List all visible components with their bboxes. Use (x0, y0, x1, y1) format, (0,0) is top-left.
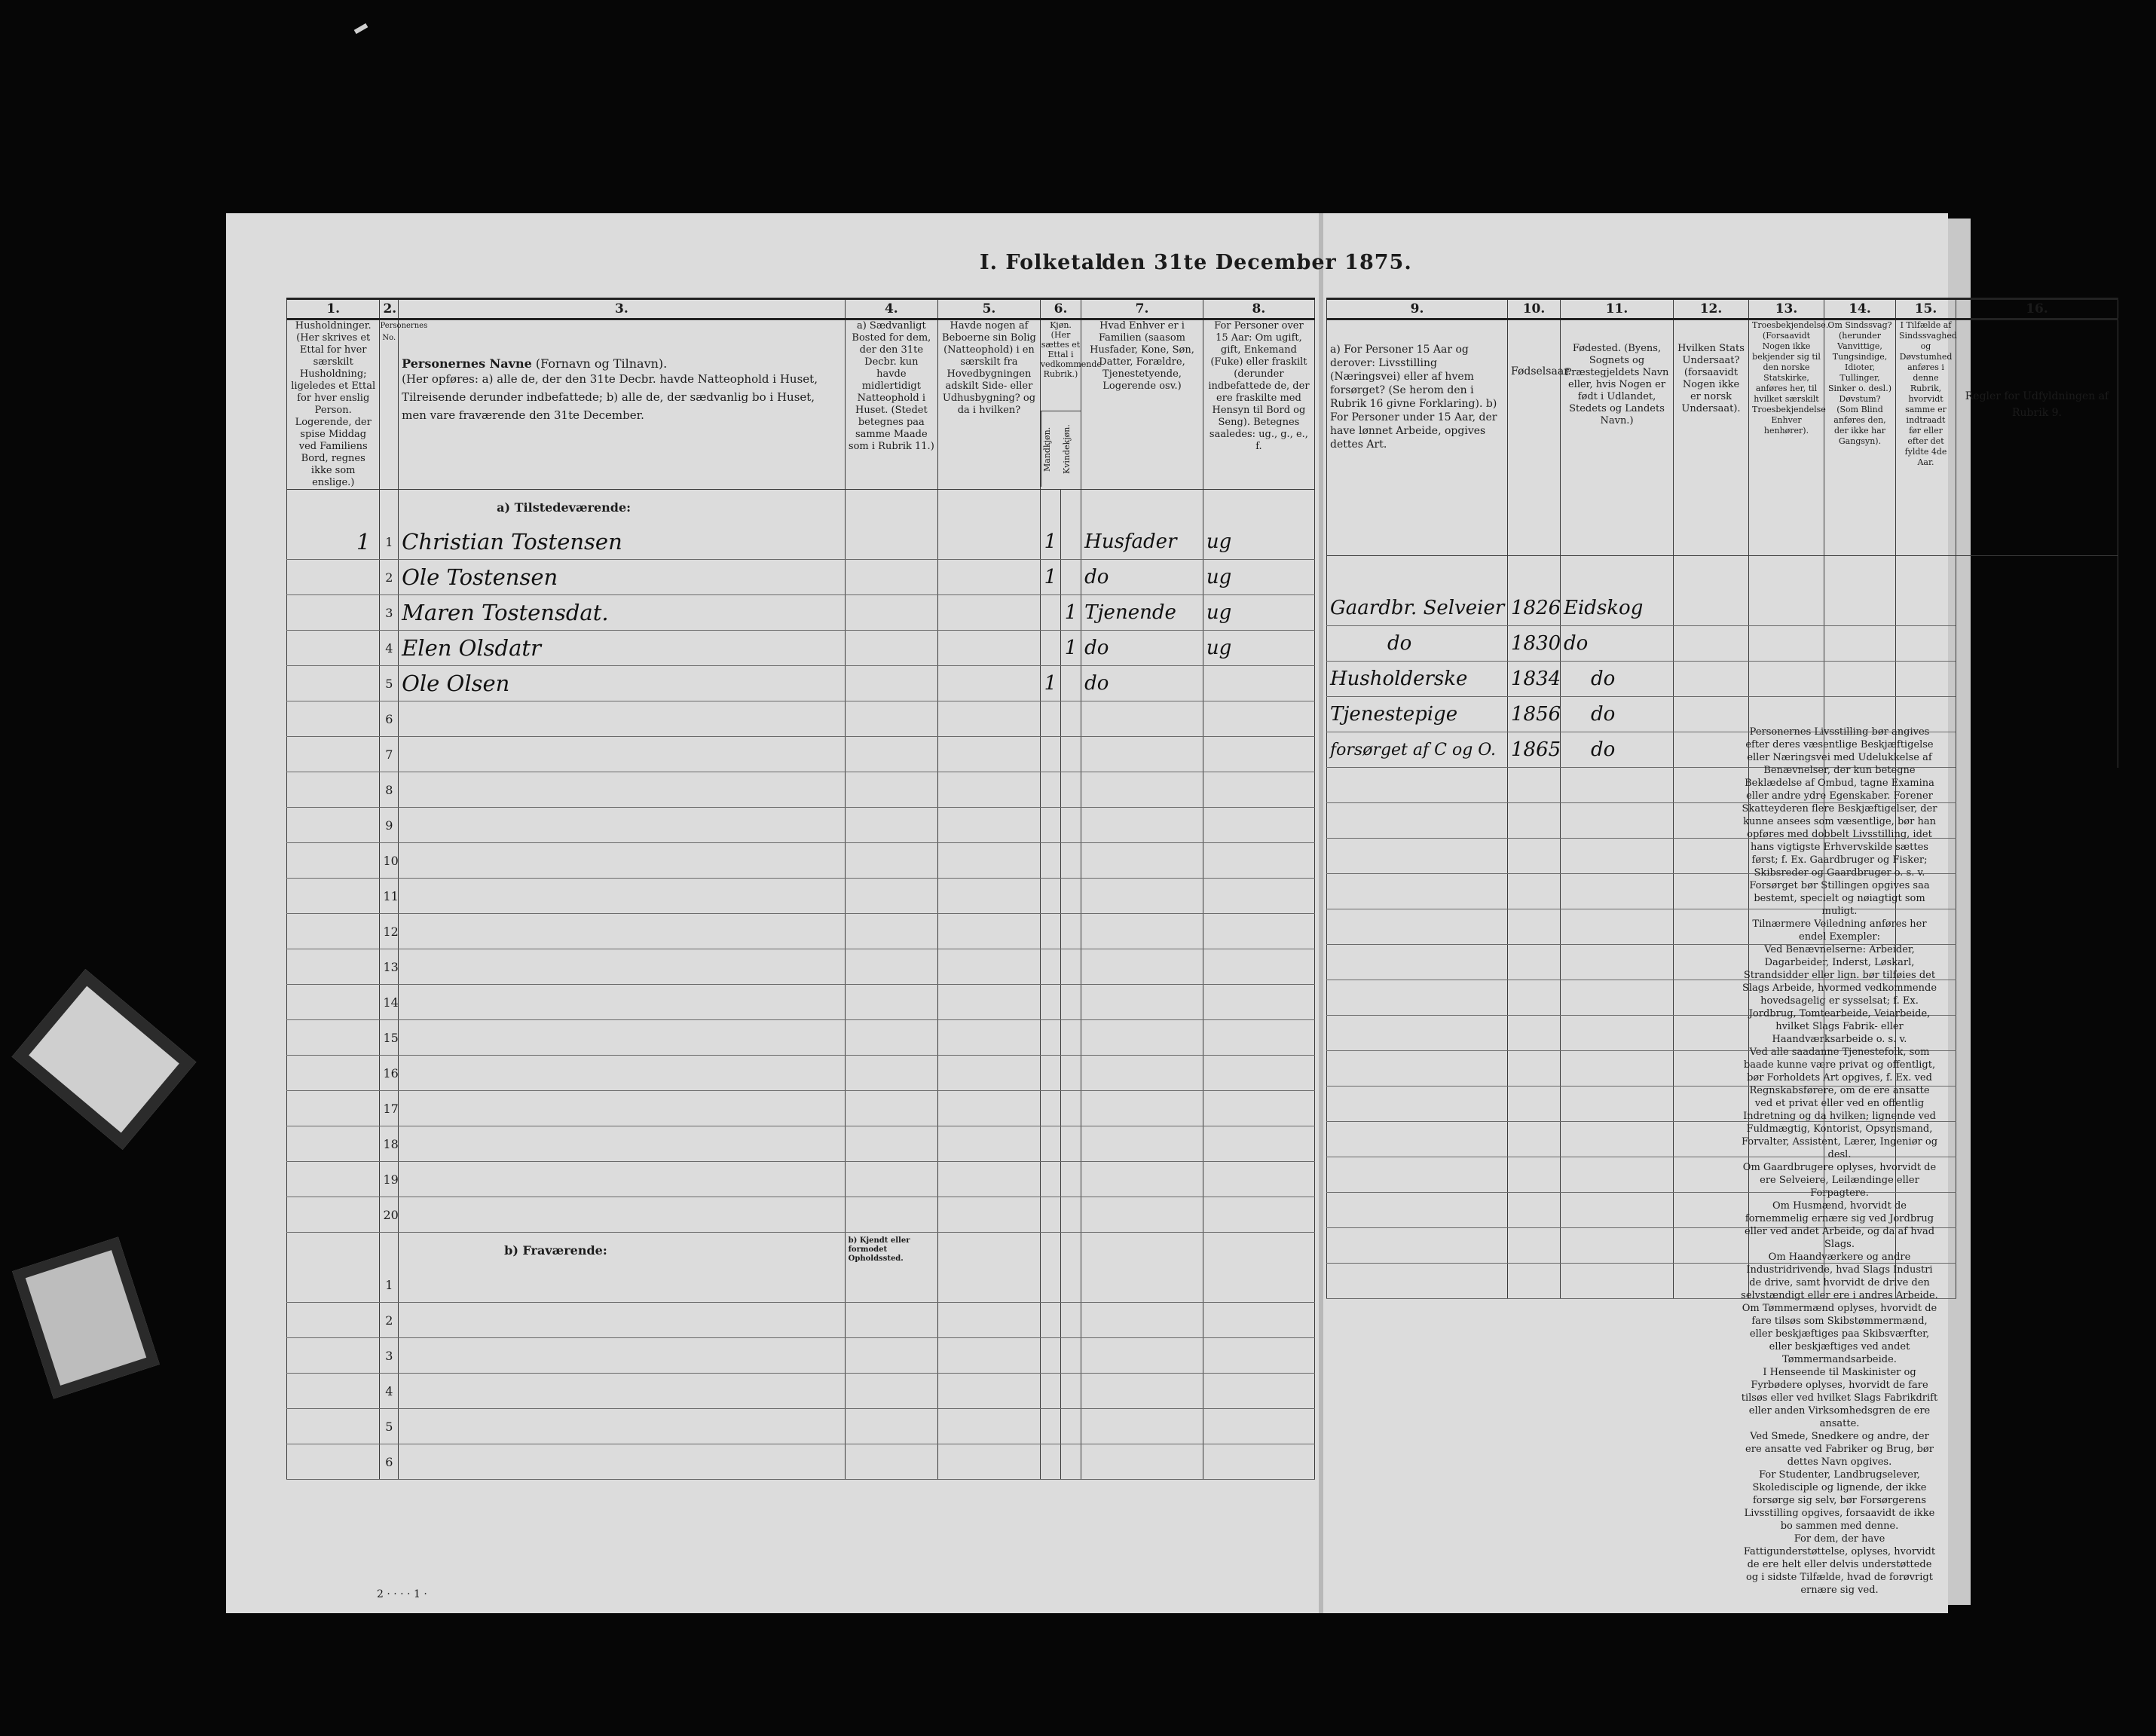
instruction-paragraph: Ved alle saadanne Tjenestefolk, som baade kunne være privat og offentligt, bør Forholdets Art opgives, f. Ex. ved Regnskabsførere, om de ere ansatte ved et privat eller ved en offentlig Indretning og da hvilken; lignende ved Fuldmægtig, Kontorist, Opsynsmand, Forvalter, Assistent, Lærer, Ingeniør og desl. (1741, 1047, 1938, 1160)
table-row (1327, 874, 2118, 909)
bottom-mark: 2 · · · · 1 · (377, 1588, 427, 1600)
birthplace: Eidskog (1561, 591, 1674, 626)
row-number: 2 (380, 1303, 399, 1338)
instruction-paragraph: Om Haandværkere og andre Industridrivende, hvad Slags Industri de drive, samt hvorvidt de drive den selvstændigt eller ere i andres Arbeide. (1741, 1252, 1938, 1301)
header-sex (1040, 319, 1102, 490)
instructions-cell (1956, 556, 2118, 768)
instruction-paragraph: Tilnærmere Veiledning anføres her endel Exempler: (1752, 918, 1927, 943)
civil-status: ug (1203, 560, 1314, 595)
absent-rows-left (287, 1267, 1315, 1480)
table-row (1327, 768, 2118, 803)
colnum: 6. (1040, 299, 1081, 319)
section-present-row-right (1327, 556, 2118, 591)
table-row (287, 1197, 1315, 1233)
background-card (12, 969, 197, 1150)
table-row (287, 1020, 1315, 1056)
table-row (1327, 1193, 2118, 1228)
table-row (287, 914, 1315, 949)
row-number: 9 (380, 808, 399, 843)
header-male: Mandkjøn. (1041, 411, 1061, 487)
row-number: 11 (380, 879, 399, 914)
header-row-left (287, 319, 1315, 490)
table-row (287, 1056, 1315, 1091)
table-row (287, 560, 1315, 595)
birthplace: do (1561, 626, 1674, 662)
census-table-right (1326, 298, 2118, 1299)
header-religion: Troesbekjendelse. (Forsaavidt Nogen ikke bekjender sig til den norske Statskirke, anføres her, til hvilket særskilt Troesbekjendelse Enhver henhører). (1749, 319, 1824, 556)
table-row (287, 1409, 1315, 1444)
instruction-paragraph: Ved Smede, Snedkere og andre, der ere ansatte ved Fabriker og Brug, bør dettes Navn opgives. (1745, 1431, 1934, 1468)
header-onset: I Tilfælde af Sindssvaghed og Døvstumhed anføres i denne Rubrik, hvorvidt samme er indtraadt før eller efter det fyldte 4de Aar. (1896, 319, 1956, 556)
census-table-left (286, 298, 1315, 1480)
instruction-paragraph: Om Husmænd, hvorvidt de fornemmelig ernære sig ved Jordbrug eller ved andet Arbeide, og da af hvad Slags. (1744, 1200, 1935, 1250)
table-row (1327, 945, 2118, 980)
table-row (287, 1444, 1315, 1480)
column-numbers-right (1327, 299, 2118, 319)
section-absent-label: b) Fraværende: (399, 1233, 846, 1268)
row-number: 1 (380, 524, 399, 560)
colnum: 15. (1896, 299, 1956, 319)
female-mark (1061, 560, 1081, 595)
row-number: 17 (380, 1091, 399, 1126)
header-female: Kvindekjøn. (1062, 424, 1072, 474)
row-number: 4 (380, 631, 399, 666)
birthplace: do (1561, 732, 1674, 768)
colnum: 7. (1081, 299, 1203, 319)
scan-mark (354, 23, 369, 34)
header-disability: Om Sindssvag? (herunder Vanvittige, Tungsindige, Idioter, Tullinger, Sinker o. desl.) Døvstum? (Som Blind anføres den, der ikke har Gangsyn). (1824, 319, 1896, 556)
header-outbuilding: Havde nogen af Beboerne sin Bolig (Natteophold) i en særskilt fra Hovedbygningen adskilt Side- eller Udhusbygning? og da i hvilken? (938, 319, 1041, 490)
header-row-right (1327, 319, 2118, 556)
civil-status (1203, 666, 1314, 701)
header-rules: Regler for Udfyldningen af Rubrik 9. (1956, 319, 2118, 556)
section-present-label: a) Tilstedeværende: (399, 490, 846, 525)
female-mark: 1 (1061, 631, 1081, 666)
table-row (287, 1303, 1315, 1338)
female-mark: 1 (1061, 595, 1081, 631)
colnum: 8. (1203, 299, 1314, 319)
instruction-paragraph: I Henseende til Maskinister og Fyrbødere oplyses, hvorvidt de fare tilsøs eller ved hvilket Slags Fabrikdrift eller anden Virksomhedsgren de ere ansatte. (1741, 1367, 1938, 1429)
row-number: 18 (380, 1126, 399, 1162)
table-row (287, 701, 1315, 737)
table-row (1327, 909, 2118, 945)
table-row (287, 737, 1315, 772)
table-row (1327, 839, 2118, 874)
person-name: Ole Olsen (399, 666, 846, 701)
person-name: Elen Olsdatr (399, 631, 846, 666)
birthplace: do (1561, 697, 1674, 732)
row-number: 20 (380, 1197, 399, 1233)
occupation: Tjenestepige (1327, 697, 1508, 732)
row-number: 10 (380, 843, 399, 879)
table-row (287, 1126, 1315, 1162)
colnum: 4. (845, 299, 937, 319)
header-names (399, 319, 846, 490)
table-row (287, 879, 1315, 914)
colnum: 5. (938, 299, 1041, 319)
table-row (1327, 1122, 2118, 1157)
row-number: 3 (380, 595, 399, 631)
table-row (1327, 1157, 2118, 1193)
header-names-text: (Her opføres: a) alle de, der den 31te Decbr. havde Natteophold i Huset, Tilreisende derunder indbefattede; b) alle de, der sædvanlig bo i Huset, men vare fraværende den 31te December. (402, 372, 818, 422)
family-role: do (1081, 631, 1203, 666)
civil-status: ug (1203, 631, 1314, 666)
person-name: Christian Tostensen (399, 524, 846, 560)
row-number: 6 (380, 701, 399, 737)
table-row (287, 772, 1315, 808)
header-birth-year: Fødselsaar. (1508, 319, 1561, 556)
instruction-paragraph: Personernes Livsstilling bør angives efter deres væsentlige Beskjæftigelse eller Næringsvei med Udelukkelse af Benævnelser, der kun betegne Beklædelse af Ombud, tagne Examina eller andre ydre Egenskaber. Forener Skatteyderen flere Beskjæftigelser, der kunne ansees som væsentlige, bør han opføres med dobbelt Livsstilling, idet hans vigtigste Erhvervskilde sættes først; f. Ex. Gaardbruger og Fisker; Skibsreder og Gaardbruger o. s. v. Forsørget bør Stillingen opgives saa bestemt, specielt og nøiagtigt som muligt. (1742, 726, 1937, 917)
table-row (287, 524, 1315, 560)
table-row (1327, 1264, 2118, 1299)
civil-status: ug (1203, 524, 1314, 560)
occupation: Gaardbr. Selveier (1327, 591, 1508, 626)
male-mark: 1 (1040, 524, 1060, 560)
table-row (287, 949, 1315, 985)
row-number: 1 (380, 1267, 399, 1303)
row-number: 7 (380, 737, 399, 772)
form-title: I. Folketal (980, 251, 1104, 274)
section-present-row (287, 490, 1315, 525)
colnum: 16. (1956, 299, 2118, 319)
header-names-sub: (Fornavn og Tilnavn). (535, 356, 668, 371)
colnum: 13. (1749, 299, 1824, 319)
table-row (1327, 1051, 2118, 1087)
instruction-paragraph: Om Gaardbrugere oplyses, hvorvidt de ere Selveiere, Leilændinge eller Forpagtere. (1742, 1162, 1937, 1199)
colnum: 2. (380, 299, 399, 319)
female-mark (1061, 524, 1081, 560)
male-mark: 1 (1040, 666, 1060, 701)
table-row (1327, 980, 2118, 1016)
row-number: 3 (380, 1338, 399, 1374)
row-number: 16 (380, 1056, 399, 1091)
table-row (287, 1267, 1315, 1303)
occupation: Husholderske (1327, 662, 1508, 697)
table-row (1327, 1228, 2118, 1264)
section-absent-row (287, 1233, 1315, 1268)
table-row (1327, 803, 2118, 839)
header-occupation: a) For Personer 15 Aar og derover: Livsstilling (Næringsvei) eller af hvem forsørget? (Se herom den i Rubrik 16 givne Forklaring). b) For Personer under 15 Aar, der have lønnet Arbeide, opgives dettes Art. (1327, 319, 1508, 556)
row-number: 13 (380, 949, 399, 985)
colnum: 10. (1508, 299, 1561, 319)
table-row (287, 808, 1315, 843)
empty-rows-left (287, 701, 1315, 1233)
row-number: 6 (380, 1444, 399, 1480)
birth-year: 1856 (1508, 697, 1561, 732)
family-role: Husfader (1081, 524, 1203, 560)
row-number: 5 (380, 666, 399, 701)
male-mark: 1 (1040, 560, 1060, 595)
form-title-date: den 31te December 1875. (1102, 251, 1412, 274)
row-number: 4 (380, 1374, 399, 1409)
colnum: 14. (1824, 299, 1896, 319)
colnum: 12. (1674, 299, 1749, 319)
family-role: do (1081, 666, 1203, 701)
header-sex-title: Kjøn. (Her sættes et Ettal i vedkommende Rubrik.) (1040, 320, 1102, 379)
header-households: Husholdninger. (Her skrives et Ettal for hver særskilt Husholdning; ligeledes et Ettal for hver enslig Person. Logerende, der spise Middag ved Familiens Bord, regnes ikke som enslige.) (287, 319, 380, 490)
row-number: 19 (380, 1162, 399, 1197)
male-mark (1040, 631, 1060, 666)
empty-rows-right (1327, 768, 2118, 1299)
instruction-paragraph: For dem, der have Fattigunderstøttelse, oplyses, hvorvidt de ere helt eller delvis understøttede og i sidste Tilfælde, hvad de forøvrigt ernære sig ved. (1743, 1533, 1936, 1596)
colnum: 3. (399, 299, 846, 319)
family-role: Tjenende (1081, 595, 1203, 631)
header-family-role: Hvad Enhver er i Familien (saasom Husfader, Kone, Søn, Datter, Forældre, Tjenestetyende, Logerende osv.) (1081, 319, 1203, 490)
table-row (287, 1162, 1315, 1197)
header-usual-residence: a) Sædvanligt Bosted for dem, der den 31te Decbr. kun havde midlertidigt Natteophold i Huset. (Stedet betegnes paa samme Maade som i Rubrik 11.) (845, 319, 937, 490)
row-number: 8 (380, 772, 399, 808)
table-row (1327, 1087, 2118, 1122)
row-number: 12 (380, 914, 399, 949)
male-mark (1040, 595, 1060, 631)
birth-year: 1834 (1508, 662, 1561, 697)
instruction-paragraph: Om Tømmermænd oplyses, hvorvidt de fare tilsøs som Skibstømmermænd, eller beskjæftiges paa Skibsværfter, eller beskjæftiges ved andet Tømmermandsarbeide. (1742, 1303, 1937, 1365)
table-row (287, 631, 1315, 666)
birthplace: do (1561, 662, 1674, 697)
row-number: 15 (380, 1020, 399, 1056)
column-numbers-left (287, 299, 1315, 319)
person-name: Ole Tostensen (399, 560, 846, 595)
female-mark (1061, 666, 1081, 701)
header-citizenship: Hvilken Stats Undersaat? (forsaavidt Nogen ikke er norsk Undersaat). (1674, 319, 1749, 556)
table-row (287, 1091, 1315, 1126)
page-fold (1319, 213, 1323, 1613)
row-number: 14 (380, 985, 399, 1020)
census-form-sheet (226, 213, 2109, 1613)
occupation: do (1327, 626, 1508, 662)
family-role: do (1081, 560, 1203, 595)
civil-status: ug (1203, 595, 1314, 631)
absent-location-header: b) Kjendt eller formodet Opholdssted. (845, 1233, 937, 1268)
table-row (287, 1374, 1315, 1409)
instruction-paragraph: For Studenter, Landbrugselever, Skoledisciple og lignende, der ikke forsørge sig selv, bør Forsørgerens Livsstilling opgives, forsaavidt de ikke bo sammen med denne. (1744, 1469, 1935, 1532)
header-names-title: Personernes Navne (402, 356, 532, 371)
colnum: 11. (1561, 299, 1674, 319)
table-row (287, 1338, 1315, 1374)
table-row (1327, 1016, 2118, 1051)
table-row (287, 843, 1315, 879)
header-birthplace: Fødested. (Byens, Sognets og Præstegjeldets Navn eller, hvis Nogen er født i Udlandet, Stedets og Landets Navn.) (1561, 319, 1674, 556)
table-row (287, 666, 1315, 701)
background-card-2 (12, 1236, 160, 1398)
occupation: forsørget af C og O. (1327, 732, 1508, 768)
header-civil-status: For Personer over 15 Aar: Om ugift, gift, Enkemand (Fuke) eller fraskilt (derunder indbefattede de, der ere fraskilte med Hensyn til Bord og Seng). Betegnes saaledes: ug., g., e., f. (1203, 319, 1314, 490)
header-person-no: Personernes No. (380, 319, 399, 490)
birth-year: 1865 (1508, 732, 1561, 768)
colnum: 1. (287, 299, 380, 319)
birth-year: 1830 (1508, 626, 1561, 662)
instructions-text (1741, 726, 1938, 1597)
row-number: 5 (380, 1409, 399, 1444)
household-mark: 1 (287, 524, 380, 560)
table-row (287, 595, 1315, 631)
row-number: 2 (380, 560, 399, 595)
colnum: 9. (1327, 299, 1508, 319)
instruction-paragraph: Ved Benævnelserne: Arbeider, Dagarbeider, Inderst, Løskarl, Strandsidder eller lign. bør tilføies det Slags Arbeide, hvormed vedkommende hovedsagelig er sysselsat; f. Ex. Jordbrug, Tomtearbeide, Veiarbeide, hvilket Slags Fabrik- eller Haandværksarbeide o. s. v. (1742, 944, 1937, 1045)
birth-year: 1826 (1508, 591, 1561, 626)
person-name: Maren Tostensdat. (399, 595, 846, 631)
table-row (287, 985, 1315, 1020)
